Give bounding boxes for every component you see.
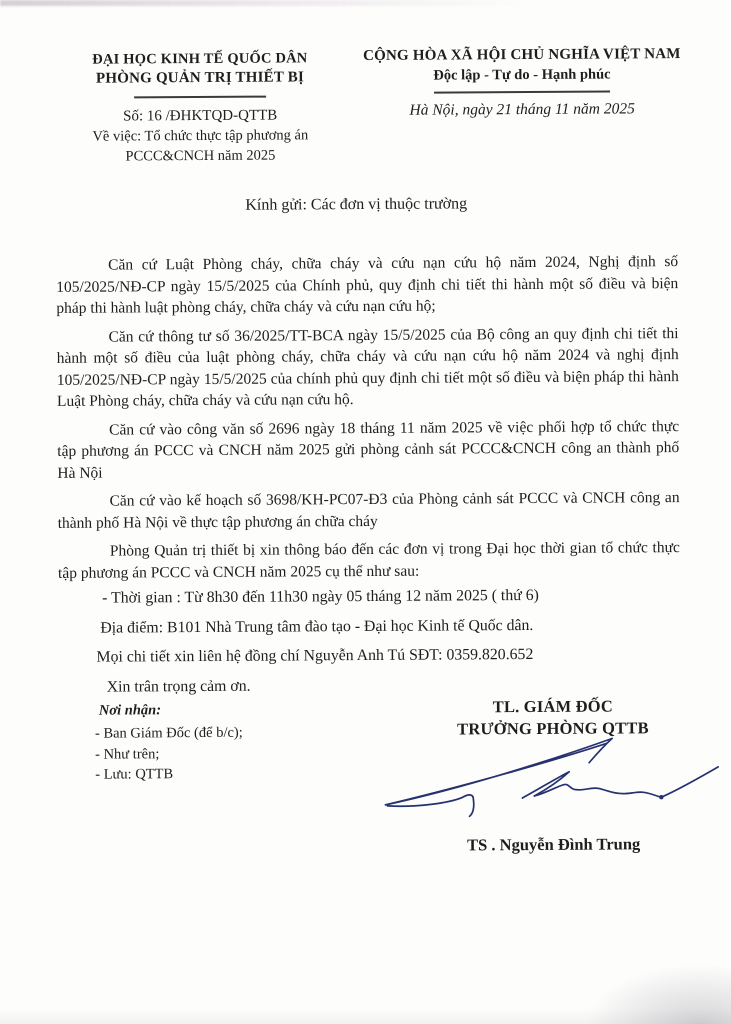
- recipients-block: [59, 701, 319, 785]
- letter-body: [56, 251, 680, 591]
- paragraph-legal-basis-2: Căn cứ thông tư số 36/2025/TT-BCA ngày 15/5/2025 của Bộ công an quy định chi tiết thi hành một số điều của luật phòng cháy, chữa cháy và cứu nạn cứu hộ năm 2024 và nghị định 105/2025/NĐ-CP ngày 15/5/2025 của chính phủ quy định chi tiết một số điều và biện pháp thi hành Luật Phòng cháy, chữa cháy và cứu nạn cứu hộ.: [56, 324, 679, 410]
- scan-artifact-corner: [581, 962, 731, 1024]
- signing-authority: TL. GIÁM ĐỐC: [492, 696, 613, 717]
- document-subject-line2: PCCC&CNCH năm 2025: [125, 147, 276, 165]
- detail-contact: Mọi chi tiết xin liên hệ đồng chí Nguyễn Anh Tú SĐT: 0359.820.652: [96, 645, 534, 666]
- recipient-item: - Lưu: QTTB: [95, 766, 174, 783]
- recipient-item: - Như trên;: [95, 745, 160, 763]
- detail-location: Địa điểm: B101 Nhà Trung tâm đào tạo - Đại học Kinh tế Quốc dân.: [100, 616, 534, 637]
- salutation-line: Kính gửi: Các đơn vị thuộc trường: [245, 195, 468, 214]
- paragraph-legal-basis-1: Căn cứ Luật Phòng cháy, chữa cháy và cứu nạn cứu hộ năm 2024, Nghị định số 105/2025/NĐ-CP ngày 15/5/2025 của Chính phủ, quy định chi tiết thi hành một số điều và biện pháp thi hành luật phòng cháy, chữa cháy và cứu nạn cứu hộ;: [56, 253, 679, 317]
- national-divider: [434, 91, 610, 94]
- paragraph-legal-basis-4: Căn cứ vào kế hoạch số 3698/KH-PC07-Đ3 của Phòng cảnh sát PCCC và CNCH công an thành phố Hà Nội về thực tập phương án chữa cháy: [57, 489, 680, 532]
- signing-position: TRƯỞNG PHÒNG QTTB: [457, 718, 649, 739]
- detail-thanks: Xin trân trọng cảm ơn.: [106, 677, 251, 696]
- national-header-block: [354, 46, 690, 120]
- paragraph-announcement: Phòng Quản trị thiết bị xin thông báo đến các đơn vị trong Đại học thời gian tổ chức thực tập phương án PCCC và CNCH năm 2025 cụ thể như sau:: [57, 539, 680, 582]
- recipient-item: - Ban Giám Đốc (để b/c);: [94, 724, 243, 742]
- detail-time: - Thời gian : Từ 8h30 đến 11h30 ngày 05 tháng 12 năm 2025 ( thứ 6): [102, 586, 539, 607]
- handwritten-signature: [350, 725, 731, 839]
- event-details: [58, 584, 693, 706]
- issuer-divider: [134, 96, 266, 99]
- issuer-unit-name: PHÒNG QUẢN TRỊ THIẾT BỊ: [95, 69, 305, 87]
- signer-name: TS . Nguyễn Đình Trung: [467, 834, 641, 855]
- document-subject-line1: Về việc: Tổ chức thực tập phương án: [92, 127, 309, 145]
- paragraph-legal-basis-3: Căn cứ vào công văn số 2696 ngày 18 tháng 11 năm 2025 về việc phối hợp tổ chức thực tập phương án PCCC và CNCH năm 2025 gửi phòng cảnh sát PCCC&CNCH công an thành phố Hà Nội: [57, 417, 680, 482]
- place-date-line: Hà Nội, ngày 21 tháng 11 năm 2025: [409, 100, 635, 119]
- national-title: CỘNG HÒA XÃ HỘI CHỦ NGHĨA VIỆT NAM: [363, 46, 681, 65]
- document-number: Số: 16 /ĐHKTQD-QTTB: [123, 107, 278, 125]
- recipients-title: Nơi nhận:: [98, 702, 162, 719]
- national-motto: Độc lập - Tự do - Hạnh phúc: [433, 66, 611, 84]
- issuer-block: [50, 50, 351, 166]
- issuer-parent-name: ĐẠI HỌC KINH TẾ QUỐC DÂN: [92, 50, 308, 68]
